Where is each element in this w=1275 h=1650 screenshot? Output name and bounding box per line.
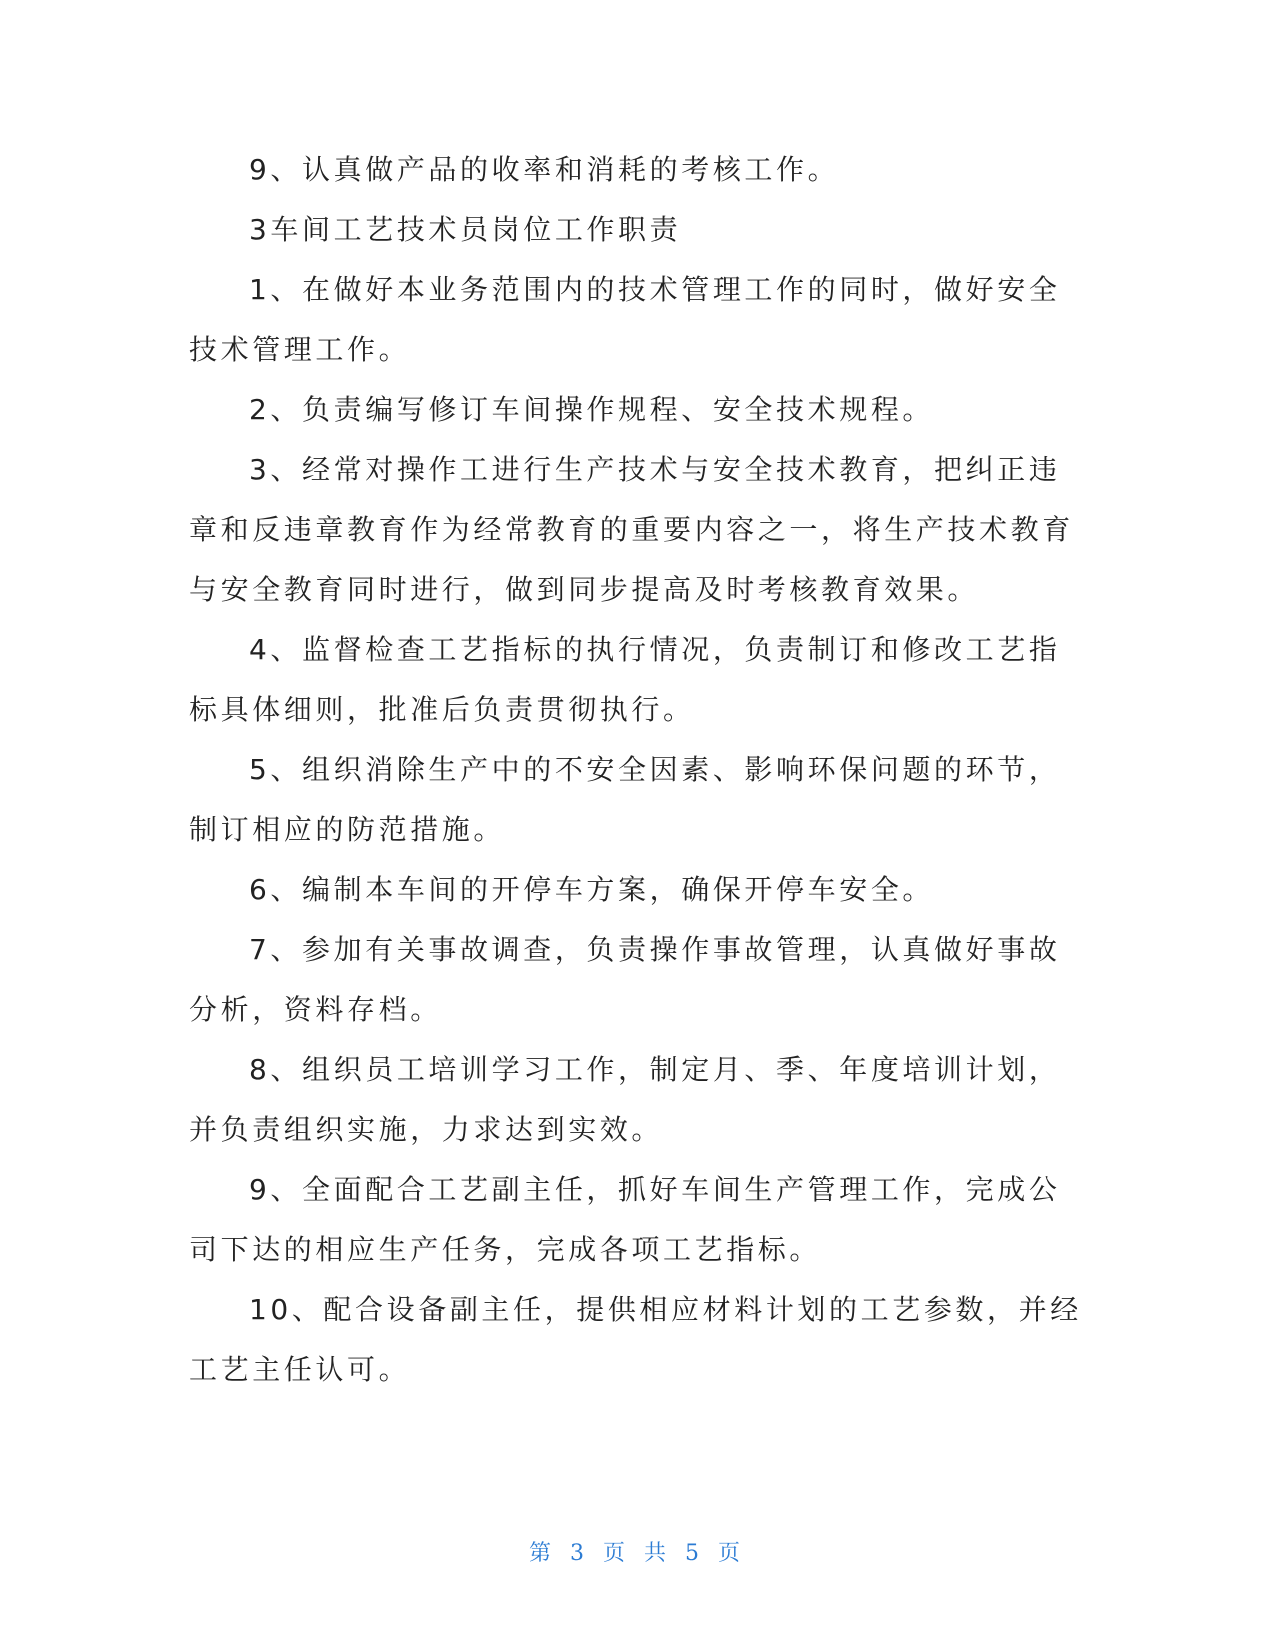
page-number-label: 第 3 页 共 5 页 <box>529 1541 746 1566</box>
paragraph: 9、全面配合工艺副主任，抓好车间生产管理工作，完成公司下达的相应生产任务，完成各项工艺指标。 <box>189 1173 1061 1266</box>
paragraph: 2、负责编写修订车间操作规程、安全技术规程。 <box>249 393 935 426</box>
paragraph: 7、参加有关事故调查，负责操作事故管理，认真做好事故分析，资料存档。 <box>189 933 1061 1026</box>
page-footer <box>0 1536 1275 1567</box>
paragraph: 5、组织消除生产中的不安全因素、影响环保问题的环节，制订相应的防范措施。 <box>189 753 1061 846</box>
paragraph: 8、组织员工培训学习工作，制定月、季、年度培训计划，并负责组织实施，力求达到实效。 <box>189 1053 1061 1146</box>
paragraph: 9、认真做产品的收率和消耗的考核工作。 <box>249 153 840 186</box>
paragraph: 6、编制本车间的开停车方案，确保开停车安全。 <box>249 873 935 906</box>
paragraph: 10、配合设备副主任，提供相应材料计划的工艺参数，并经工艺主任认可。 <box>189 1293 1082 1386</box>
paragraph: 1、在做好本业务范围内的技术管理工作的同时，做好安全技术管理工作。 <box>189 273 1061 366</box>
document-body <box>189 140 1085 1400</box>
paragraph: 3、经常对操作工进行生产技术与安全技术教育，把纠正违章和反违章教育作为经常教育的重要内容之一，将生产技术教育与安全教育同时进行，做到同步提高及时考核教育效果。 <box>189 453 1074 606</box>
paragraph: 4、监督检查工艺指标的执行情况，负责制订和修改工艺指标具体细则，批准后负责贯彻执行。 <box>189 633 1061 726</box>
section-heading: 3车间工艺技术员岗位工作职责 <box>249 213 682 246</box>
